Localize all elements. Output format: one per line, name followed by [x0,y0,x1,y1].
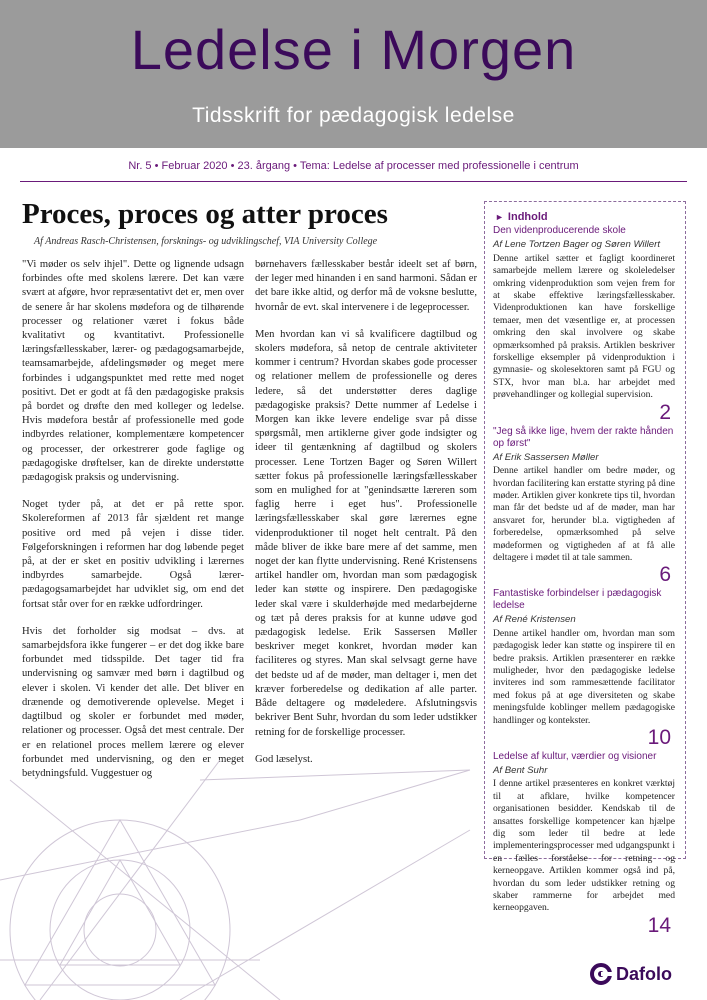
issue-line: Nr. 5 • Februar 2020 • 23. årgang • Tema: Ledelse af processer med professionelle i centrum [128,160,579,172]
contents-item-title[interactable]: Ledelse af kultur, værdier og visioner [493,751,657,762]
contents-item[interactable] [493,225,685,423]
article-byline: Af Andreas Rasch-Christensen, forsknings- og udviklingschef, VIA University College [34,236,378,247]
contents-item-author: Af Erik Sassersen Møller [493,451,599,463]
journal-subtitle: Tidsskrift for pædagogisk ledelse [192,104,515,127]
contents-item-page: 6 [659,563,671,587]
article-paragraph: børnehavers fællesskaber består ideelt set af børn, der leger med hinanden i en sand harmoni. Sådan er det bare ikke altid, og derfor må de voksne beslutte, hvornår de evt. skal intervenere i de legeprocesser. [255,259,477,313]
contents-item-title[interactable]: Fantastiske forbindelser i pædagogisk ledelse [493,588,662,612]
article-paragraph: "Vi møder os selv ihjel". Dette og lignende udsagn forbindes ofte med skolens lærere. Det kan være svært at afgøre, hvor repræsentativt det er, men over de senere år har skolens mødefora og de tilhørende processer og relationer været i fokus både kvalitativt og kvantitativt. Professionelle læringsfællesskaber, lærer- og pædagogsamarbejde, teamsamarbejde, afdelingsmøder og meget mere forbindes i udgangspunktet med rette med noget positivt. Det er godt at få den pædagogiske praksis på bordet og drøfte den med kolleger og ledelse. Hvis mødefora består af professionelle med gode indbyrdes relationer, komplementære kompetencer og processer, der orkestrerer gode faglige og pædagogiske drøftelser, kan de direkte understøtte pædagogisk praksis og undervisning. [22,259,244,484]
article-signoff: God læselyst. [255,753,313,765]
publisher-logo [589,962,672,986]
contents-item-summary: Denne artikel handler om, hvordan man som pædagogisk leder kan støtte og inspirere til en bedre praksis. Artiklen præsenterer en række muligheder, hvor den pædagogiske ledelse inviteres ind som rammesættende facilitator med fokus på at øge diversiteten og skabe meningsfulde koblinger mellem pædagogiske handlinger og kontekster. [493,627,675,726]
triangle-right-icon: ► [495,212,504,222]
contents-item-summary: Denne artikel sætter et fagligt koordineret samarbejde mellem lærere og skoleledelser omkring videnproduktion som vejen frem for at skabe effektive læringsfællesskaber. Videnproduktionen kan have forskellige temaer, men det væsentlige er, at processen omkring den skal involvere og skabe opmærksomhed på praksis. Artiklen beskriver forskellige eksempler på videnproduktion i gymnasie- og skolesektoren samt på FGU og STX, hvor man bl.a. har arbejdet med prøvehandlinger og kollegial supervision. [493,252,675,401]
contents-item[interactable] [493,588,685,749]
article-column-2 [255,258,477,780]
contents-item-page: 2 [659,400,671,424]
contents-item-author: Af René Kristensen [493,614,576,626]
contents-item-page: 14 [647,913,671,937]
contents-item-author: Af Bent Suhr [493,765,548,776]
article-headline: Proces, proces og atter proces [22,198,388,230]
dafolo-logo-icon [589,962,613,986]
article-paragraph: Men hvordan kan vi så kvalificere dagtilbud og skolers mødefora, så netop de centrale aktiviteter kommer i centrum? Hvordan skabes gode processer og relationer mellem de professionelle og deres ledere, så det understøtter deres daglige pædagogiske praksis? Dette nummer af Ledelse i Morgen kan ikke levere endelige svar på disse spørgsmål, men artiklerne giver gode indsigter og ideer til gentænkning af dagtilbud og skolers processer. Lene Tortzen Bager og Søren Willert sætter fokus på professionelle læringsfællesskaber som en mulighed for at "genindsætte læreren som faglig herre i eget hus". Professionelle læringsfællesskaber skal gøre lærernes egne videnproduktioner til noget helt centralt. På den måde bliver de ikke bare mere af det samme, men noget der kan flytte undervisning. René Kristensens artikel handler om, hvordan man som pædagogisk leder kan støtte og inspirere. Den pædagogiske leder skal være i skulderhøjde med medarbejderne og tæt på deres praksis for at kunne udøve god pædagogisk ledelse. Erik Sassersen Møller beskriver meget konkret, hvordan møder kan faciliteres og styres. Man skal selvsagt gerne have det bedste ud af de møder, man deltager i, men det kræver forberedelse og dedikation af alle parter. Både deltagere og mødeledere. Afslutningsvis bekriver Bent Suhr, hvordan du som leder udstikker retning for de forskellige processer. [255,328,477,738]
journal-title: Ledelse i Morgen [130,18,577,81]
header-divider [20,181,687,182]
contents-item[interactable] [493,426,685,587]
contents-item-page: 10 [647,726,671,749]
publisher-name: Dafolo [616,963,672,984]
contents-item-author: Af Lene Tortzen Bager og Søren Willert [493,239,660,251]
masthead [0,0,707,148]
contents-item-summary: I denne artikel præsenteres en konkret værktøj til at afklare, hvilke kompetencer organisationen besidder. Kendskab til de ansattes forskellige kompetencer kan hjælpe dig som leder til bedre at lede implementeringsprocesser med udgangspunkt i en fælles forståelse for retning og kerneopgave. Artiklen kommer også ind på, hvordan du som leder udstikker retning og skaber rammerne for arbejdet med kerneopgaven. [493,778,675,914]
article-paragraph: Hvis det forholder sig modsat – dvs. at samarbejdsfora ikke fungerer – er det dog ikke bare forbundet med tidsspilde. Det tager tid fra undervisning og samvær med børn i dagtilbud og elever i skolen. Vi kender det alle. Det bliver en drænende og demotiverende oplevelse. Meget i dagtilbud og skoler er forbundet med møder, relationer og processer. Også det mest centrale. Der er en relationel proces mellem lærere og elever forbundet med undervisning, og den er meget betydningsfuld. Vuggestuer og [22,625,244,779]
article-column-1 [22,258,244,794]
contents-item-title[interactable]: Den videnproducerende skole [493,225,626,237]
contents-heading: ► Indhold [495,211,548,223]
contents-item-title[interactable]: "Jeg så ikke lige, hvem der rakte hånden op først" [493,425,674,449]
article-paragraph: Noget tyder på, at det er på rette spor. Skolereformen af 2013 får sjældent ret mange positive ord med på vejen i disse tider. Følgeforskningen i reformen har dog løbende peget på, at der er sket en positiv udvikling i lærernes indbyrdes samarbejde. Også lærer-pædagogsamarbejdet har udviklet sig, om end det fortsat står over for en række udfordringer. [22,499,244,610]
contents-item-summary: Denne artikel handler om bedre møder, og hvordan facilitering kan erstatte styring på dine møder. Artiklen giver konkrete tips til, hvordan man får det bedste ud af de møder, man har ansvaret for, herunder bl.a. vigtigheden af forberedelse, opmærksomhed på selve mødeformen og vigtigheden af at få alle deltagere i mødet til at tale sammen. [493,465,675,563]
